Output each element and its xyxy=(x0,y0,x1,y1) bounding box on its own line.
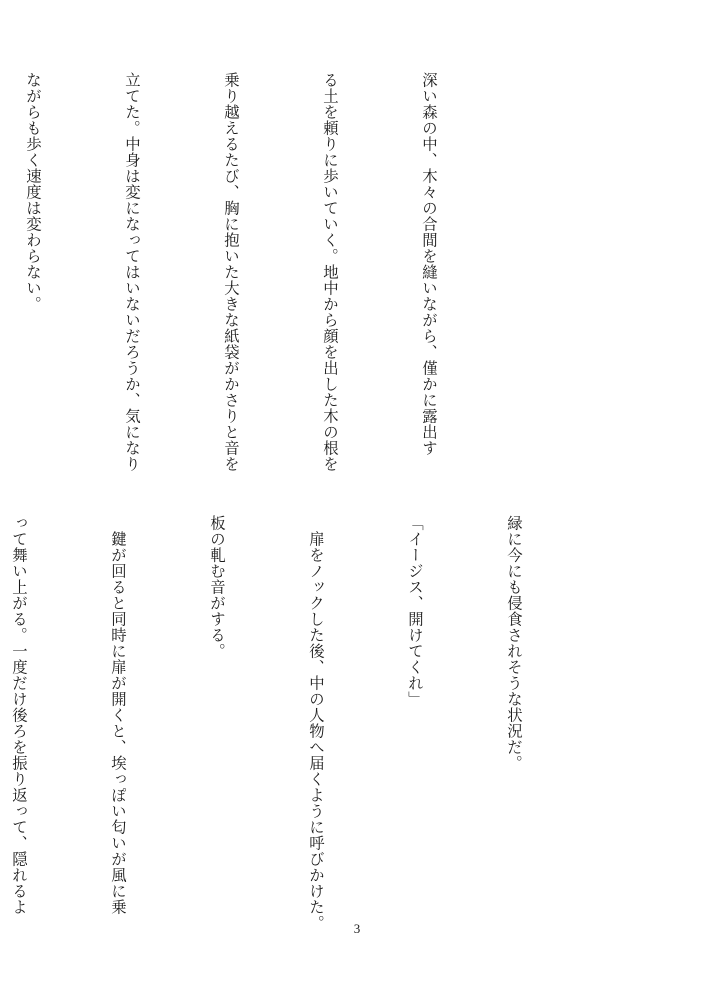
text-line: 緑に今にも侵食されそうな状況だ。 xyxy=(505,515,523,771)
text-block-bottom xyxy=(10,515,596,931)
text-line: 「イージス、開けてくれ」 xyxy=(406,515,424,707)
text-block-top xyxy=(24,72,511,472)
text-line: 乗り越えるたび、胸に抱いた大きな紙袋がかさりと音を xyxy=(222,72,240,472)
text-line: ながらも歩く速度は変わらない。 xyxy=(24,72,42,312)
text-line: って舞い上がる。一度だけ後ろを振り返って、隠れるよ xyxy=(10,515,28,915)
text-line: 立てた。中身は変になってはいないだろうか、気になり xyxy=(123,72,141,472)
text-line: 扉をノックした後、中の人物へ届くように呼びかけた。 xyxy=(307,515,325,931)
text-line: 深い森の中、木々の合間を縫いながら、僅かに露出す xyxy=(420,72,438,456)
text-line: 鍵が回ると同時に扉が開くと、埃っぽい匂いが風に乗 xyxy=(109,515,127,915)
text-line: 板の軋む音がする。 xyxy=(208,515,226,659)
page-number: 3 xyxy=(353,921,361,936)
text-line: る土を頼りに歩いていく。地中から顔を出した木の根を xyxy=(321,72,339,472)
